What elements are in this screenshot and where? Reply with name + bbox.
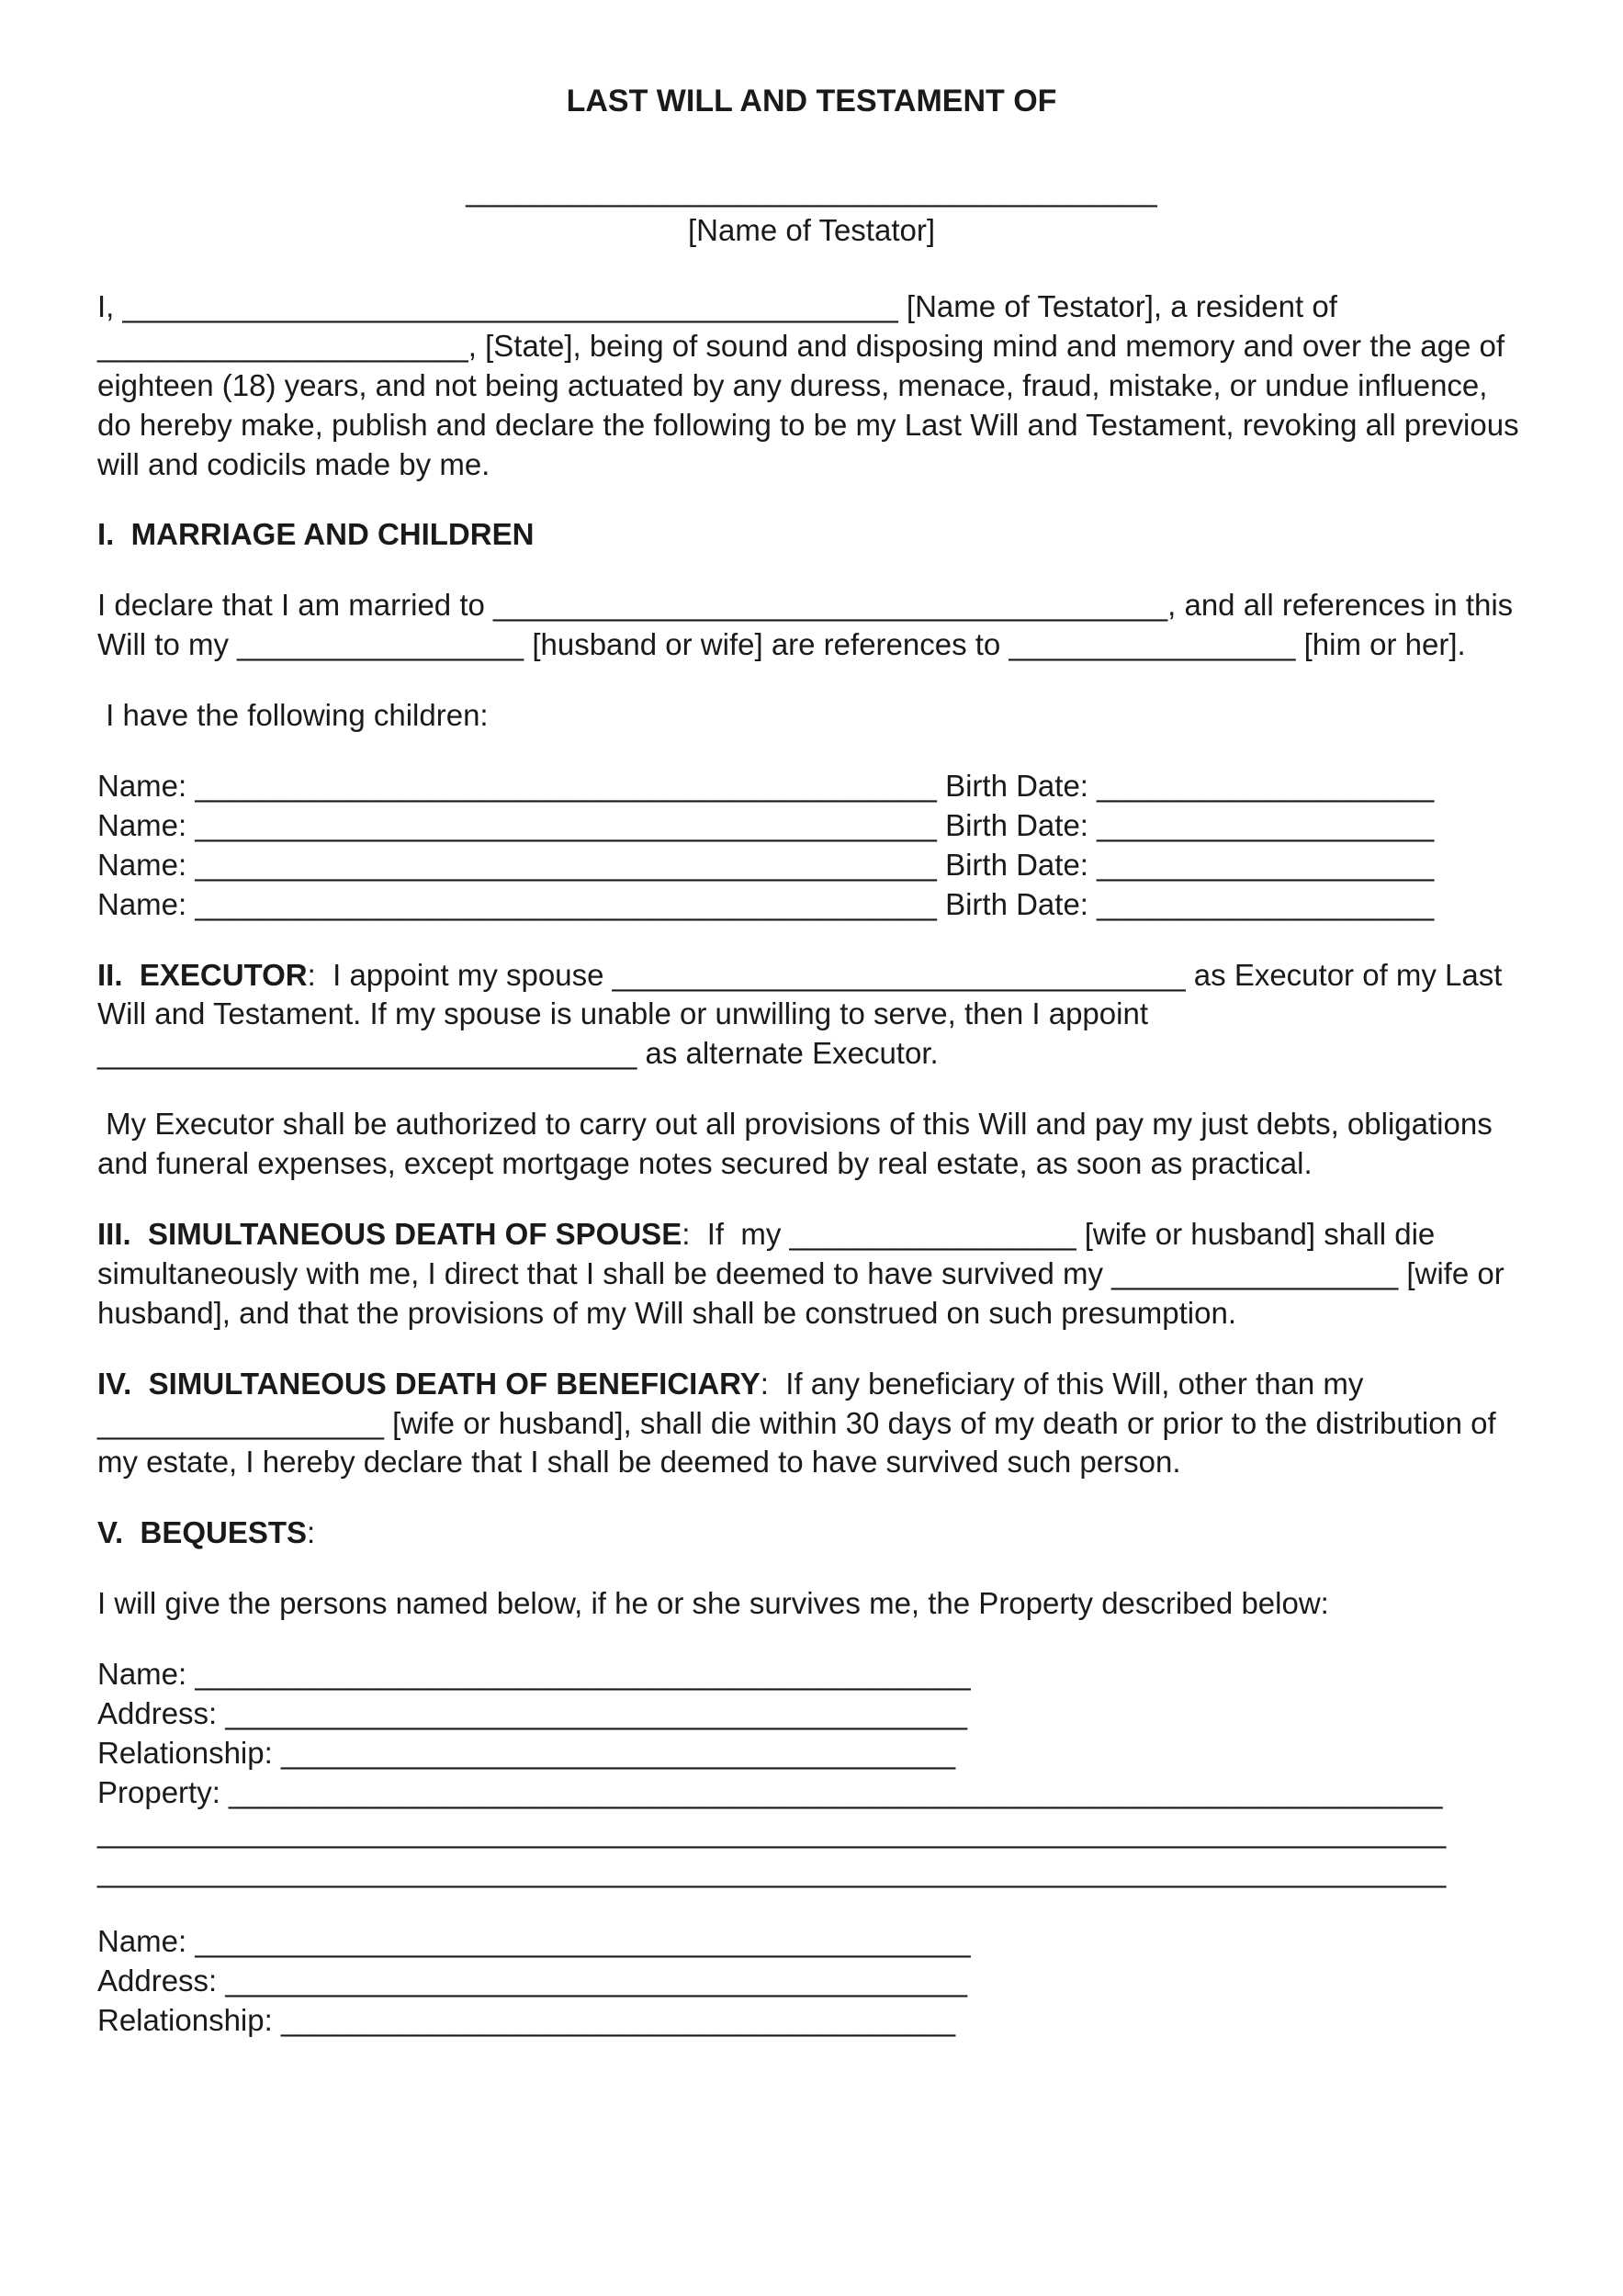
marriage-declaration-paragraph: I declare that I am married to ________________________________________, and all references in this Will to my _________________ [husband or wife] are references to _________________ [him or her]. — [97, 588, 1522, 662]
bequest-address-line: Address: ____________________________________________ — [97, 1696, 967, 1731]
bequest-address-line: Address: ____________________________________________ — [97, 1964, 967, 1998]
simultaneous-death-beneficiary-paragraph — [97, 1365, 1526, 1483]
section-heading-marriage-and-children: I. MARRIAGE AND CHILDREN — [97, 517, 535, 552]
bequest-relationship-line: Relationship: ________________________________________ — [97, 1735, 956, 1770]
testator-name-block — [97, 172, 1526, 251]
testator-name-blank: _________________________________________ — [466, 174, 1157, 208]
bequest-property-continuation-line: ________________________________________________________________________________ — [97, 1853, 1447, 1888]
simultaneous-death-spouse-body-text: : If my _________________ [wife or husband] shall die simultaneously with me, I direct that I shall be deemed to have survived my _________________ [wife or husband], and that the provisions of my Will shall be construed on such presumption. — [97, 1217, 1513, 1330]
section-heading-executor: II. EXECUTOR — [97, 957, 308, 992]
children-list — [97, 767, 1526, 925]
section-heading-simultaneous-death-of-beneficiary: IV. SIMULTANEOUS DEATH OF BENEFICIARY — [97, 1366, 761, 1401]
executor-body-text: : I appoint my spouse __________________________________ as Executor of my Last Will and Testament. If my spouse is unable or unwilling to serve, then I appoint ________________________________ as alternate Executor. — [97, 957, 1511, 1071]
child-row: Name: ____________________________________________ Birth Date: ____________________ — [97, 768, 1435, 803]
simultaneous-death-spouse-paragraph — [97, 1215, 1526, 1334]
intro-paragraph: I, ______________________________________________ [Name of Testator], a resident of ______________________, [State], being of sound and disposing mind and memory and over the age of eighteen (18) years, and not being actuated by any duress, menace, fraud, mistake, or undue influence, do hereby make, publish and declare the following to be my Last Will and Testament, revoking all previous will and codicils made by me. — [97, 288, 1527, 481]
child-row: Name: ____________________________________________ Birth Date: ____________________ — [97, 807, 1435, 842]
bequest-property-continuation-line: ________________________________________________________________________________ — [97, 1814, 1447, 1849]
document-title: LAST WILL AND TESTAMENT OF — [566, 84, 1057, 118]
bequest-block-2 — [97, 1922, 1526, 2041]
section-heading-bequests-paragraph — [97, 1514, 1526, 1553]
bequest-name-line: Name: ______________________________________________ — [97, 1657, 971, 1692]
bequest-name-line: Name: ______________________________________________ — [97, 1924, 971, 1959]
executor-authorization-paragraph: My Executor shall be authorized to carry out all provisions of this Will and pay my just debts, obligations and funeral expenses, except mortgage notes secured by real estate, as soon as practical. — [97, 1107, 1501, 1181]
child-row: Name: ____________________________________________ Birth Date: ____________________ — [97, 847, 1435, 882]
executor-paragraph — [97, 956, 1526, 1075]
simultaneous-death-beneficiary-body-text: : If any beneficiary of this Will, other than my _________________ [wife or husband], shall die within 30 days of my death or prior to the distribution of my estate, I hereby declare that I shall be deemed to have survived such person. — [97, 1366, 1505, 1480]
bequest-property-line: Property: ________________________________________________________________________ — [97, 1774, 1443, 1809]
bequests-intro-paragraph: I will give the persons named below, if he or she survives me, the Property described below: — [97, 1586, 1329, 1621]
bequest-block-1 — [97, 1655, 1526, 1891]
section-heading-bequests: V. BEQUESTS — [97, 1515, 308, 1550]
section-heading-simultaneous-death-of-spouse: III. SIMULTANEOUS DEATH OF SPOUSE — [97, 1217, 682, 1251]
bequests-heading-colon: : — [307, 1515, 316, 1550]
testator-name-label: [Name of Testator] — [687, 213, 935, 248]
child-row: Name: ____________________________________________ Birth Date: ____________________ — [97, 886, 1435, 921]
bequest-relationship-line: Relationship: ________________________________________ — [97, 2003, 956, 2038]
children-intro-paragraph: I have the following children: — [97, 698, 489, 733]
